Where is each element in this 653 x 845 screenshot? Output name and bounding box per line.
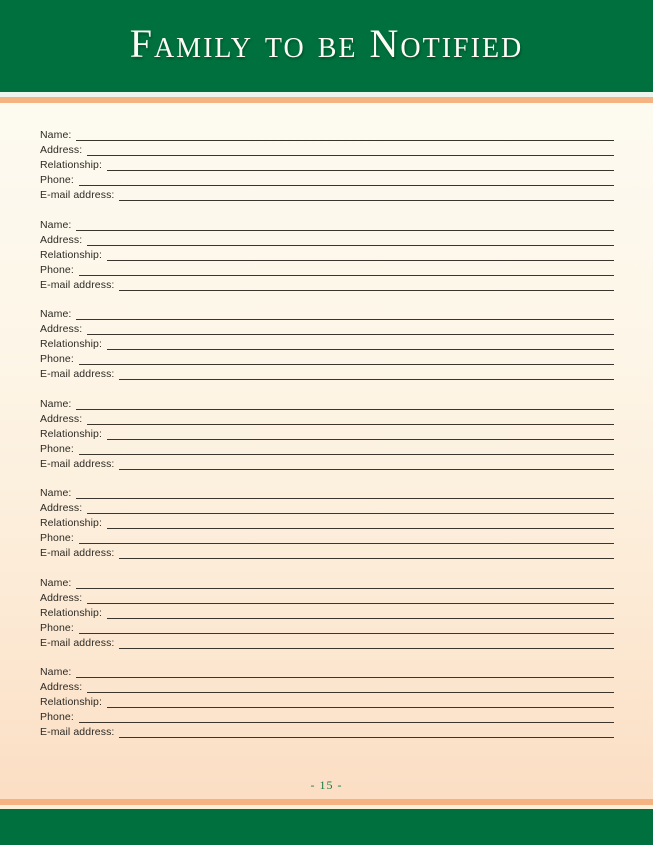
field-label: E-mail address:: [40, 189, 115, 201]
fill-in-line: [87, 591, 614, 604]
fill-in-line: [76, 307, 614, 320]
field-label: Relationship:: [40, 606, 103, 619]
notify-entry-block: [40, 307, 614, 382]
field-row: [40, 665, 614, 680]
field-label: Relationship:: [40, 248, 103, 261]
field-label: Address:: [40, 233, 83, 246]
field-label: Name:: [40, 576, 72, 589]
field-row: [40, 278, 614, 293]
field-label: E-mail address:: [40, 726, 115, 738]
field-label: Phone:: [40, 621, 74, 634]
fill-in-line: [76, 218, 614, 231]
field-label: E-mail address:: [40, 636, 115, 649]
field-label: Relationship:: [40, 427, 103, 440]
notify-entry-block: [40, 665, 614, 740]
field-row: [40, 606, 614, 621]
fill-in-line: [76, 397, 614, 410]
field-row: [40, 307, 614, 322]
fill-in-line: [119, 636, 614, 649]
field-label: Address:: [40, 144, 83, 156]
field-label: E-mail address:: [40, 368, 115, 380]
field-row: [40, 516, 614, 531]
fill-in-line: [119, 725, 614, 738]
fill-in-line: [79, 263, 614, 276]
field-label: Relationship:: [40, 159, 103, 171]
field-label: Address:: [40, 591, 83, 604]
field-label: E-mail address:: [40, 547, 115, 559]
notify-entry-block: [40, 397, 614, 472]
fill-in-line: [119, 278, 614, 291]
field-row: [40, 128, 614, 143]
field-row: [40, 501, 614, 516]
field-row: [40, 531, 614, 546]
field-label: Name:: [40, 129, 72, 141]
notify-entry-block: [40, 486, 614, 561]
field-label: Phone:: [40, 442, 74, 455]
field-row: [40, 367, 614, 382]
field-row: [40, 710, 614, 725]
notify-entry-block: [40, 128, 614, 203]
fill-in-line: [79, 531, 614, 544]
field-row: [40, 412, 614, 427]
field-label: Name:: [40, 218, 72, 231]
field-label: Relationship:: [40, 517, 103, 529]
field-row: [40, 352, 614, 367]
field-row: [40, 546, 614, 561]
field-row: [40, 143, 614, 158]
field-row: [40, 248, 614, 263]
notify-entry-block: [40, 218, 614, 293]
field-label: E-mail address:: [40, 457, 115, 470]
field-label: E-mail address:: [40, 278, 115, 291]
field-row: [40, 695, 614, 710]
field-label: Name:: [40, 308, 72, 320]
field-label: Name:: [40, 487, 72, 499]
fill-in-line: [76, 486, 614, 499]
fill-in-line: [119, 367, 614, 380]
field-row: [40, 442, 614, 457]
footer-band: [0, 809, 653, 845]
field-row: [40, 158, 614, 173]
fill-in-line: [87, 412, 614, 425]
field-row: [40, 322, 614, 337]
fill-in-line: [76, 576, 614, 589]
page-number: - 15 -: [310, 778, 343, 792]
fill-in-line: [119, 188, 614, 201]
field-label: Relationship:: [40, 338, 103, 350]
field-label: Address:: [40, 502, 83, 514]
field-row: [40, 486, 614, 501]
fill-in-line: [79, 710, 614, 723]
fill-in-line: [87, 501, 614, 514]
field-row: [40, 725, 614, 740]
field-label: Name:: [40, 397, 72, 410]
fill-in-line: [107, 695, 614, 708]
field-label: Relationship:: [40, 696, 103, 708]
fill-in-line: [87, 233, 614, 246]
field-row: [40, 457, 614, 472]
fill-in-line: [107, 337, 614, 350]
field-label: Phone:: [40, 532, 74, 544]
field-row: [40, 576, 614, 591]
field-row: [40, 591, 614, 606]
field-row: [40, 173, 614, 188]
fill-in-line: [76, 665, 614, 678]
form-content: [0, 103, 653, 799]
field-row: [40, 263, 614, 278]
fill-in-line: [79, 621, 614, 634]
fill-in-line: [107, 516, 614, 529]
field-label: Address:: [40, 412, 83, 425]
field-row: [40, 636, 614, 651]
fill-in-line: [79, 173, 614, 186]
fill-in-line: [107, 427, 614, 440]
fill-in-line: [87, 680, 614, 693]
fill-in-line: [79, 442, 614, 455]
field-label: Name:: [40, 666, 72, 678]
field-row: [40, 337, 614, 352]
field-label: Phone:: [40, 263, 74, 276]
field-row: [40, 427, 614, 442]
field-row: [40, 680, 614, 695]
field-row: [40, 218, 614, 233]
field-row: [40, 621, 614, 636]
field-label: Address:: [40, 323, 83, 335]
field-label: Phone:: [40, 353, 74, 365]
field-label: Phone:: [40, 711, 74, 723]
fill-in-line: [107, 248, 614, 261]
page-title: Family to be Notified: [129, 21, 524, 66]
field-label: Phone:: [40, 174, 74, 186]
fill-in-line: [107, 158, 614, 171]
field-row: [40, 233, 614, 248]
fill-in-line: [79, 352, 614, 365]
header-band: [0, 0, 653, 92]
field-row: [40, 397, 614, 412]
fill-in-line: [87, 143, 614, 156]
notify-entry-blocks: [40, 128, 614, 740]
field-label: Address:: [40, 681, 83, 693]
field-row: [40, 188, 614, 203]
fill-in-line: [87, 322, 614, 335]
fill-in-line: [107, 606, 614, 619]
notify-entry-block: [40, 576, 614, 651]
fill-in-line: [119, 546, 614, 559]
fill-in-line: [76, 128, 614, 141]
fill-in-line: [119, 457, 614, 470]
